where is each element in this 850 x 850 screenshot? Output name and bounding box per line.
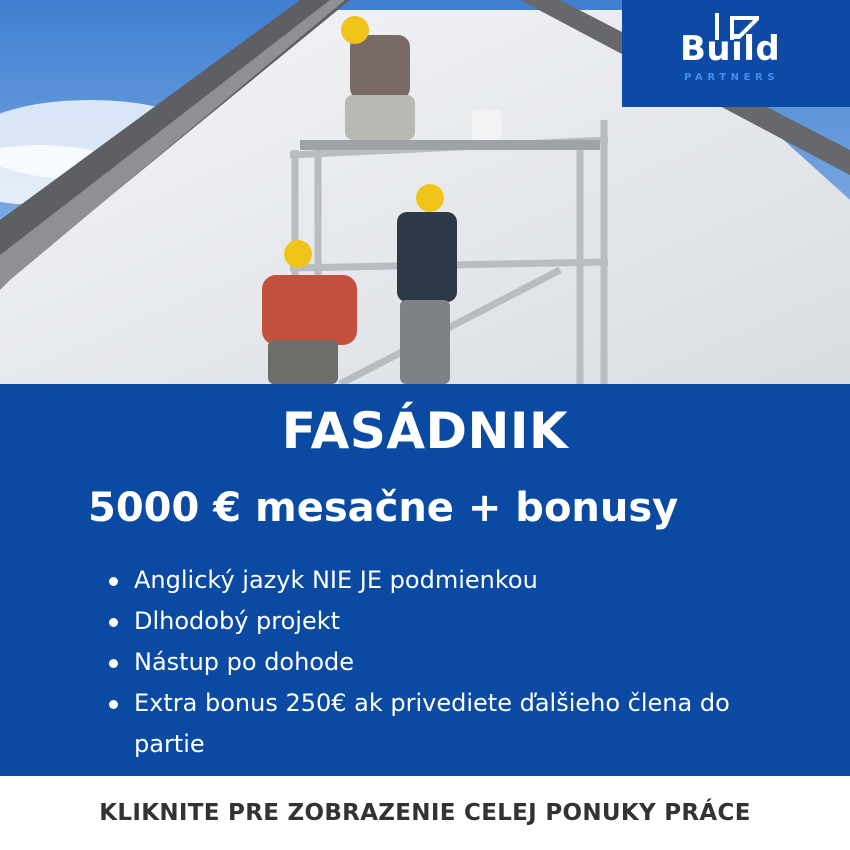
bullet-icon — [109, 618, 118, 627]
brand-name: Build — [680, 29, 781, 69]
job-info-panel — [0, 384, 850, 776]
job-title: FASÁDNIK — [281, 402, 569, 460]
benefit-text: Anglický jazyk NIE JE podmienkou — [134, 566, 538, 594]
salary-text: 5000 € mesačne + bonusy — [88, 485, 679, 531]
bullet-icon — [109, 577, 118, 586]
benefit-item — [106, 560, 746, 601]
benefit-text: Nástup po dohode — [134, 648, 355, 676]
bullet-icon — [109, 659, 118, 668]
bullet-icon — [109, 700, 118, 709]
brand-tagline: PARTNERS — [684, 72, 780, 83]
benefit-item — [106, 683, 746, 765]
view-full-offer-link[interactable] — [0, 776, 850, 850]
benefit-text: Extra bonus 250€ ak privediete ďalšieho člena do partie — [134, 689, 730, 758]
brand-logo[interactable] — [622, 0, 850, 107]
benefit-item — [106, 601, 746, 642]
cta-label: KLIKNITE PRE ZOBRAZENIE CELEJ PONUKY PRÁCE — [99, 800, 751, 826]
benefit-text: Dlhodobý projekt — [134, 607, 341, 635]
benefits-list — [106, 560, 746, 765]
benefit-item — [106, 642, 746, 683]
